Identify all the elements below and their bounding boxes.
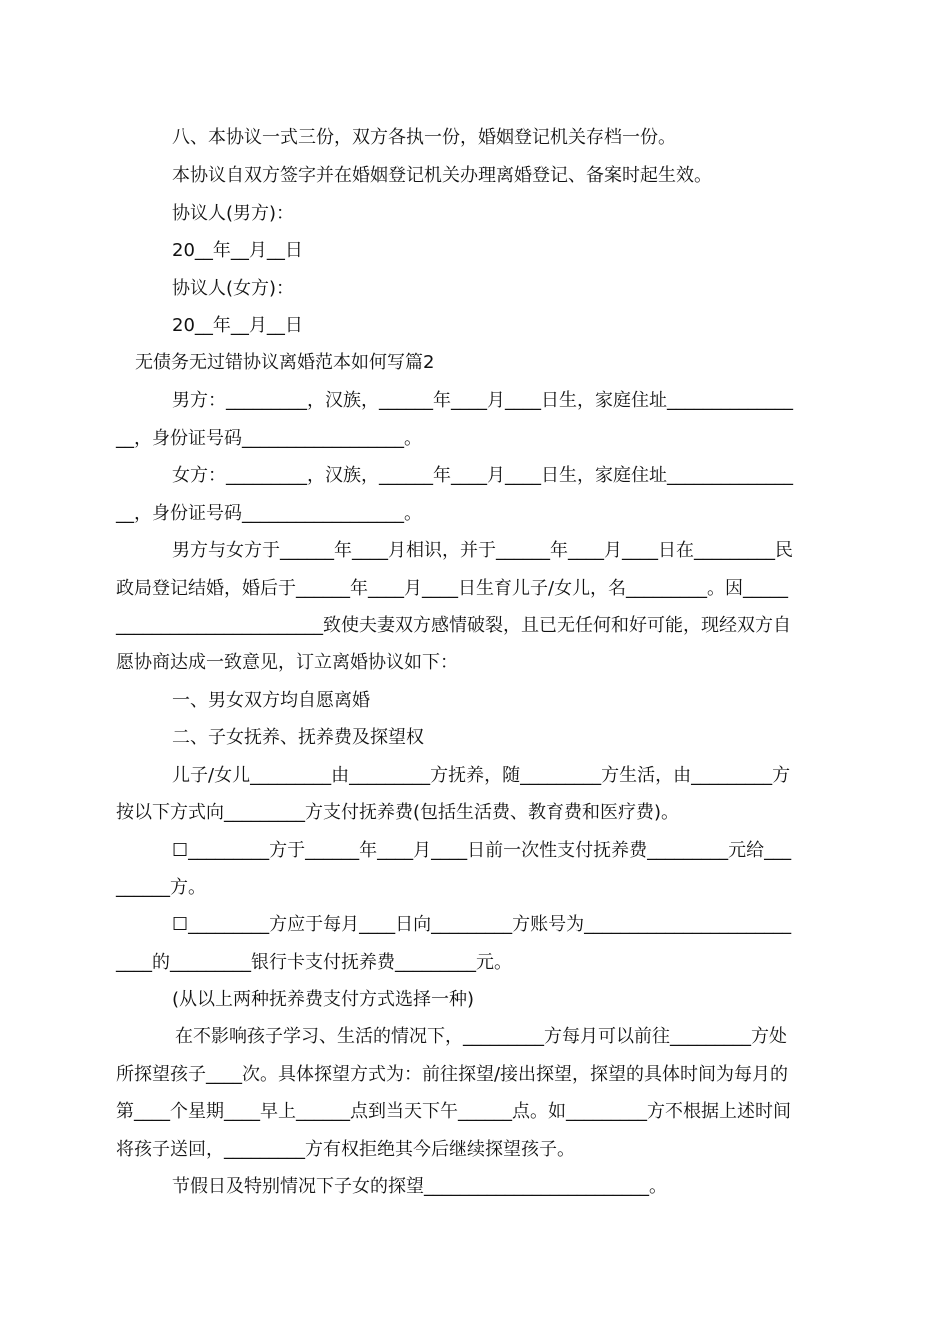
date-line-male: 20__年__月__日 (172, 240, 303, 261)
clause-1-heading: 一、男女双方均自愿离婚 (172, 690, 370, 711)
option-lump-sum: ☐_________方于______年____月____日前一次性支付抚养费_________元给___ (172, 840, 792, 861)
option-monthly: ☐_________方应于每月____日向_________方账号为_______________________ (172, 914, 792, 935)
paragraph-line: 男方与女方于______年____月相识，并于______年____月____日在_________民 (172, 540, 793, 561)
paragraph-line: ____的_________银行卡支付抚养费_________元。 (116, 952, 512, 973)
signatory-female: 协议人(女方)： (172, 278, 295, 299)
section-title: 无债务无过错协议离婚范本如何写篇2 (135, 352, 435, 373)
paragraph-line: 第____个星期____早上______点到当天下午______点。如_________方不根据上述时间 (116, 1101, 791, 1122)
paragraph-line: _______________________致使夫妻双方感情破裂，且已无任何和好可能，现经双方自 (116, 615, 791, 636)
paragraph-line: 愿协商达成一致意见，订立离婚协议如下： (116, 652, 458, 673)
male-id-line: __，身份证号码__________________。 (116, 428, 422, 449)
paragraph-line: 所探望孩子____次。具体探望方式为：前往探望/接出探望，探望的具体时间为每月的 (116, 1064, 789, 1085)
clause-2-heading: 二、子女抚养、抚养费及探望权 (172, 727, 424, 748)
date-line-female: 20__年__月__日 (172, 315, 303, 336)
effective-clause: 本协议自双方签字并在婚姻登记机关办理离婚登记、备案时起生效。 (172, 165, 712, 186)
signatory-male: 协议人(男方)： (172, 203, 295, 224)
paragraph-line: 在不影响孩子学习、生活的情况下，_________方每月可以前往_________方处 (175, 1026, 787, 1047)
female-info-line: 女方：_________，汉族，______年____月____日生，家庭住址______________ (172, 465, 793, 486)
paragraph-line: 儿子/女儿_________由_________方抚养，随_________方生活，由_________方 (172, 765, 791, 786)
female-id-line: __，身份证号码__________________。 (116, 503, 422, 524)
paragraph-line: 将孩子送回，_________方有权拒绝其今后继续探望孩子。 (116, 1139, 575, 1160)
paragraph-line: 按以下方式向_________方支付抚养费(包括生活费、教育费和医疗费)。 (116, 802, 680, 823)
payment-note: (从以上两种抚养费支付方式选择一种) (172, 989, 475, 1010)
holiday-visit-line: 节假日及特别情况下子女的探望_________________________。 (172, 1176, 667, 1197)
paragraph-line: ______方。 (116, 877, 206, 898)
clause-8: 八、本协议一式三份，双方各执一份，婚姻登记机关存档一份。 (172, 127, 676, 148)
male-info-line: 男方：_________，汉族，______年____月____日生，家庭住址______________ (172, 390, 793, 411)
paragraph-line: 政局登记结婚，婚后于______年____月____日生育儿子/女儿，名_________。因_____ (116, 578, 789, 599)
